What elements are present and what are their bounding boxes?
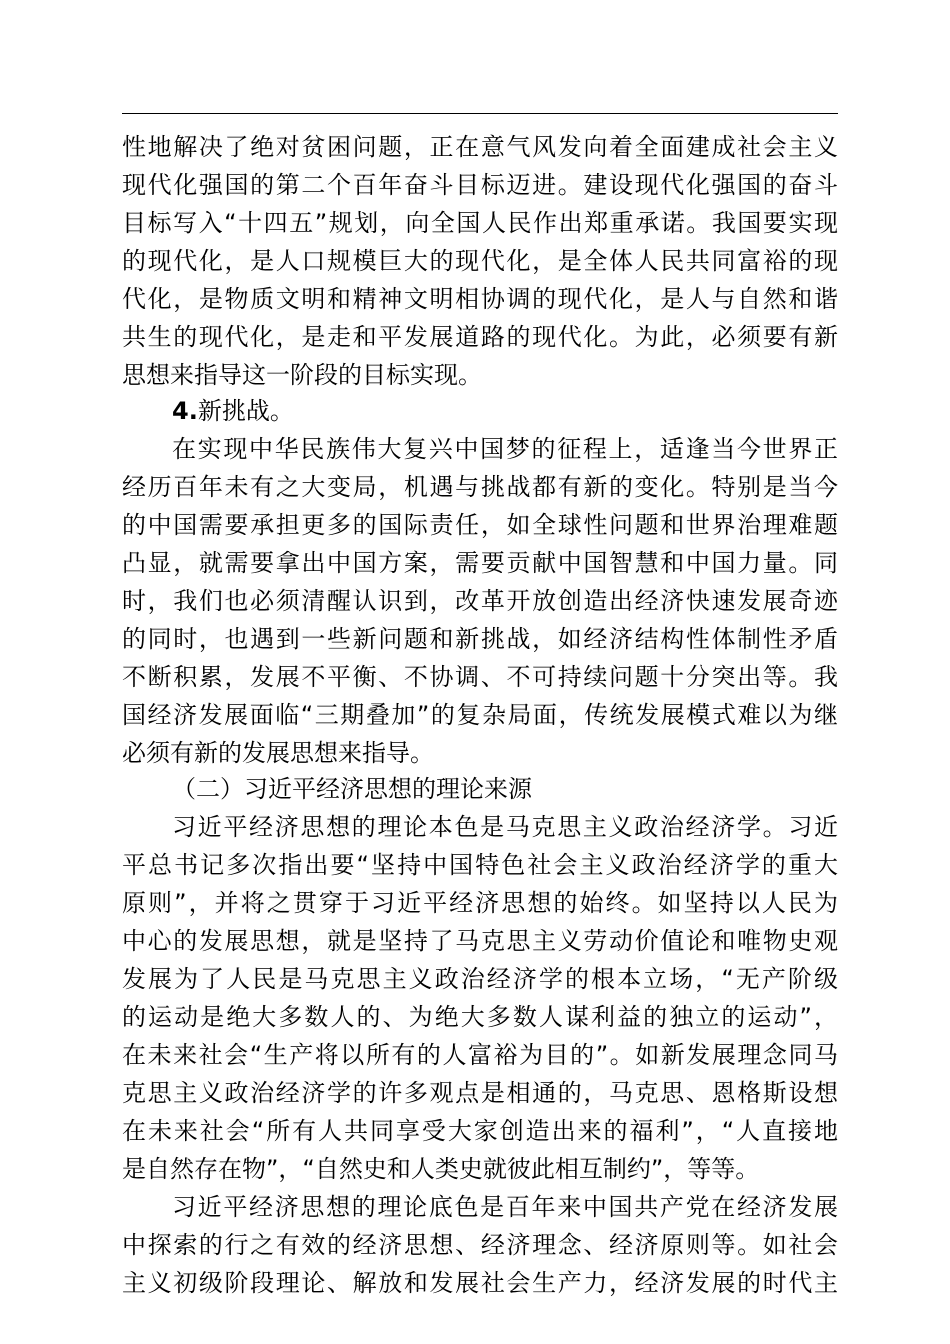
text-line: 中探索的行之有效的经济思想、经济理念、经济原则等。如社会	[122, 1231, 838, 1259]
text-line: 的中国需要承担更多的国际责任，如全球性问题和世界治理难题	[122, 511, 838, 539]
text-line: 国经济发展面临“三期叠加”的复杂局面，传统发展模式难以为继	[122, 701, 838, 729]
text-line: 目标写入“十四五”规划，向全国人民作出郑重承诺。我国要实现	[122, 209, 838, 237]
text-line: 主义初级阶段理论、解放和发展社会生产力，经济发展的时代主	[122, 1269, 838, 1297]
text-line: 是自然存在物”，“自然史和人类史就彼此相互制约”，等等。	[122, 1155, 760, 1183]
text-line: 在未来社会“生产将以所有的人富裕为目的”。如新发展理念同马	[122, 1041, 838, 1069]
section-heading-new-challenges	[172, 393, 838, 429]
header-rule	[122, 113, 838, 114]
text-line: 凸显，就需要拿出中国方案，需要贡献中国智慧和中国力量。同	[122, 549, 838, 577]
text-line: 现代化强国的第二个百年奋斗目标迈进。建设现代化强国的奋斗	[122, 171, 838, 199]
text-line: 经历百年未有之大变局，机遇与挑战都有新的变化。特别是当今	[122, 473, 838, 501]
text-line: 时，我们也必须清醒认识到，改革开放创造出经济快速发展奇迹	[122, 587, 838, 615]
text-line: 必须有新的发展思想来指导。	[122, 739, 434, 767]
text-line: 在实现中华民族伟大复兴中国梦的征程上，适逢当今世界正	[172, 435, 838, 463]
heading-title: 新挑战。	[197, 397, 294, 425]
text-line: 习近平经济思想的理论本色是马克思主义政治经济学。习近	[172, 813, 838, 841]
text-line: 的同时，也遇到一些新问题和新挑战，如经济结构性体制性矛盾	[122, 625, 838, 653]
text-line: 的运动是绝大多数人的、为绝大多数人谋利益的独立的运动”，	[122, 1003, 838, 1031]
text-line: 中心的发展思想，就是坚持了马克思主义劳动价值论和唯物史观	[122, 927, 838, 955]
text-line: 习近平经济思想的理论底色是百年来中国共产党在经济发展	[172, 1193, 838, 1221]
text-line: 原则”，并将之贯穿于习近平经济思想的始终。如坚持以人民为	[122, 889, 838, 917]
text-line: 在未来社会“所有人共同享受大家创造出来的福利”，“人直接地	[122, 1117, 838, 1145]
text-line: 性地解决了绝对贫困问题，正在意气风发向着全面建成社会主义	[122, 133, 838, 161]
subsection-heading: （二）习近平经济思想的理论来源	[172, 775, 532, 803]
text-line: 平总书记多次指出要“坚持中国特色社会主义政治经济学的重大	[122, 851, 838, 879]
text-line: 共生的现代化，是走和平发展道路的现代化。为此，必须要有新	[122, 323, 838, 351]
text-line: 不断积累，发展不平衡、不协调、不可持续问题十分突出等。我	[122, 663, 838, 691]
text-line: 思想来指导这一阶段的目标实现。	[122, 361, 482, 389]
heading-number: 4.	[172, 397, 198, 425]
text-line: 克思主义政治经济学的许多观点是相通的，马克思、恩格斯设想	[122, 1079, 838, 1107]
text-line: 代化，是物质文明和精神文明相协调的现代化，是人与自然和谐	[122, 285, 838, 313]
text-line: 发展为了人民是马克思主义政治经济学的根本立场，“无产阶级	[122, 965, 838, 993]
text-line: 的现代化，是人口规模巨大的现代化，是全体人民共同富裕的现	[122, 247, 838, 275]
